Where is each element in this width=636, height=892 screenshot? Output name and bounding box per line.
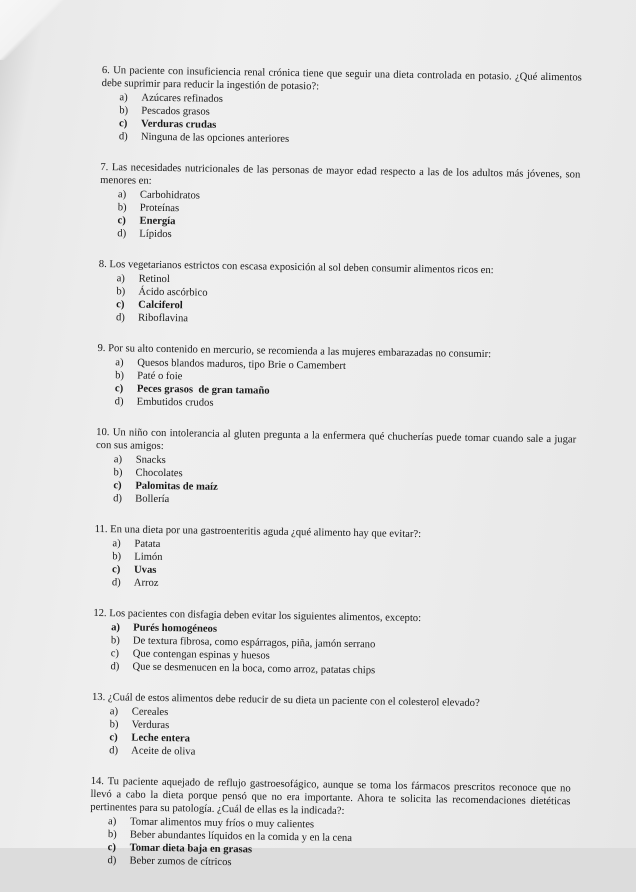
- option-text: Bollería: [135, 493, 170, 506]
- option-letter: d): [109, 745, 119, 757]
- question-text: 6. Un paciente con insuficiencia renal crónica tiene que seguir una dieta controlada en potasio. ¿Qué alimentos debe suprimir para reducir la ingestión de potasio?:: [101, 64, 582, 93]
- option-letter: d): [107, 855, 117, 867]
- question-text: 10. Un niño con intolerancia al gluten pregunta a la enfermera qué chucherías puede tomar cuando sale a jugar con sus amigos:: [95, 426, 577, 453]
- question-14: [89, 775, 570, 875]
- option-letter: b): [107, 829, 117, 841]
- question-11: [94, 523, 575, 597]
- option-text: Chocolates: [135, 467, 183, 480]
- option-text: Retinol: [138, 273, 170, 286]
- option-letter: c): [114, 383, 124, 395]
- option-text: Beber abundantes líquidos en la comida y en la cena: [129, 829, 353, 845]
- question-8: [98, 258, 579, 332]
- question-text: 8. Los vegetarianos estrictos con escasa exposición al sol deben consumir alimentos ricos en:: [98, 258, 494, 277]
- option-text: De textura fibrosa, como espárragos, piña, jamón serrano: [132, 635, 376, 651]
- option-text: Ácido ascórbico: [138, 286, 208, 299]
- option-letter: d): [118, 131, 128, 143]
- option-text: Purés homogéneos: [133, 622, 218, 635]
- option-letter: b): [110, 635, 120, 647]
- option-text: Ninguna de las opciones anteriores: [140, 131, 290, 145]
- question-text: 11. En una dieta por una gastroenteritis aguda ¿qué alimento hay que evitar?:: [94, 523, 422, 541]
- option-text: Carbohidratos: [139, 189, 201, 202]
- option-text: Calciferol: [138, 299, 183, 312]
- question-9: [97, 342, 578, 416]
- option-letter: c): [109, 732, 118, 744]
- option-letter: d): [110, 661, 120, 673]
- option-text: Arroz: [133, 577, 159, 589]
- option-text: Aceite de oliva: [131, 745, 196, 758]
- option-letter: a): [119, 92, 128, 104]
- option-letter: c): [110, 648, 120, 660]
- option-letter: b): [112, 551, 122, 563]
- question-13: [91, 691, 572, 765]
- option-text: Paté o foie: [137, 370, 183, 383]
- option-letter: a): [108, 816, 117, 828]
- option-letter: b): [115, 370, 125, 382]
- option-letter: c): [107, 842, 117, 854]
- question-text: 9. Por su alto contenido en mercurio, se recomienda a las mujeres embarazadas no consumir:: [97, 342, 492, 361]
- option-letter: b): [117, 202, 127, 214]
- option-text: Que se desmenucen en la boca, como arroz, patatas chips: [132, 661, 376, 677]
- option-letter: c): [117, 215, 126, 227]
- option-text: Proteínas: [139, 202, 180, 215]
- option-letter: a): [111, 622, 121, 634]
- option-text: Lípidos: [139, 228, 172, 241]
- question-text: 7. Las necesidades nutricionales de las personas de mayor edad respecto a las de los adultos más jóvenes, son menores en:: [100, 161, 581, 187]
- option-text: Quesos blandos maduros, tipo Brie o Camembert: [137, 357, 346, 372]
- page-corner: [0, 0, 70, 60]
- option-letter: a): [116, 273, 125, 285]
- option-letter: c): [116, 299, 125, 311]
- option-letter: a): [113, 454, 123, 466]
- option-letter: c): [111, 564, 121, 576]
- question-text: 13. ¿Cuál de estos alimentos debe reducir de su dieta un paciente con el colesterol elevado?: [91, 691, 480, 710]
- option-letter: d): [113, 493, 123, 505]
- question-list: [89, 64, 582, 892]
- option-letter: b): [116, 286, 126, 298]
- option-letter: a): [115, 357, 124, 369]
- option-letter: a): [109, 706, 119, 718]
- option-letter: a): [117, 189, 127, 201]
- option-text: Beber zumos de cítricos: [129, 855, 232, 869]
- option-text: Leche entera: [131, 732, 191, 745]
- option-text: Snacks: [135, 454, 166, 467]
- question-12: [92, 607, 573, 681]
- option-text: Cereales: [131, 706, 169, 719]
- option-text: Palomitas de maíz: [135, 480, 218, 493]
- option-letter: c): [118, 118, 128, 130]
- question-10: [95, 426, 576, 513]
- option-letter: d): [117, 228, 127, 240]
- question-text: 14. Tu paciente aquejado de reflujo gastroesofágico, aunque se toma los fármacos prescritos reconoce que no llevó a cabo la dieta porque pensó que no era importante. Ahora te solicita las recomendaciones dietéticas pertinentes para su patología. ¿Cuál de ellas es la indicada?:: [90, 775, 571, 817]
- option-text: Que contengan espinas y huesos: [132, 648, 270, 662]
- option-text: Verduras: [131, 719, 170, 732]
- question-7: [99, 161, 580, 248]
- question-text: 12. Los pacientes con disfagia deben evitar los siguientes alimentos, excepto:: [93, 607, 422, 625]
- option-text: Embutidos crudos: [136, 396, 214, 409]
- option-text: Energía: [139, 215, 176, 228]
- option-text: Patata: [134, 538, 161, 550]
- option-letter: d): [114, 396, 124, 408]
- option-text: Verduras crudas: [140, 118, 217, 131]
- option-text: Tomar dieta baja en grasas: [129, 842, 253, 856]
- option-text: Peces grasos de gran tamaño: [136, 383, 270, 397]
- option-letter: d): [115, 312, 125, 324]
- option-letter: b): [113, 467, 123, 479]
- option-text: Riboflavina: [137, 312, 189, 325]
- option-text: Pescados grasos: [141, 105, 210, 118]
- option-letter: c): [113, 480, 122, 492]
- option-letter: a): [112, 538, 121, 550]
- option-text: Tomar alimentos muy fríos o muy calientes: [130, 816, 315, 831]
- option-text: Uvas: [133, 564, 157, 576]
- option-letter: b): [109, 719, 119, 731]
- question-6: [101, 64, 582, 151]
- option-text: Azúcares refinados: [141, 92, 224, 105]
- option-letter: b): [119, 105, 129, 117]
- option-letter: d): [111, 577, 121, 589]
- option-text: Limón: [134, 551, 163, 564]
